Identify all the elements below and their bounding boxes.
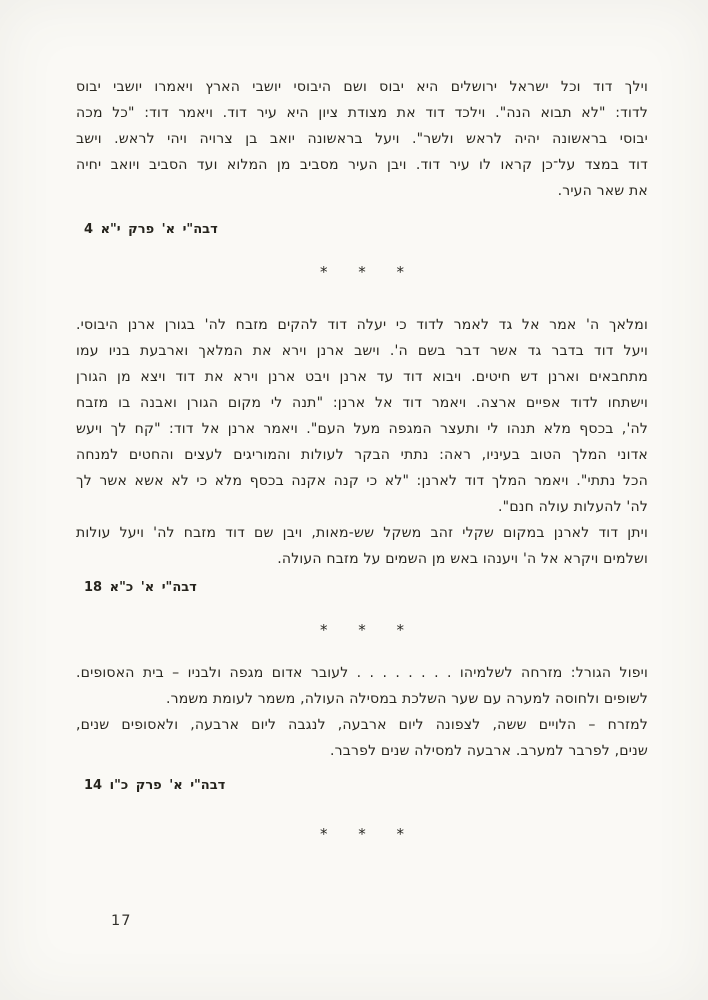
text-line: יבוסי בראשונה יהיה לראש ולשר". ויעל בראשונה יואב בן צרויה ויהי לראש. וישב — [76, 131, 648, 147]
text-line: למזרח – הלויים ששה, לצפונה ליום ארבעה, לנגבה ליום ארבעה, ולאסופים שנים, — [76, 717, 648, 733]
stars-divider: * * * — [319, 263, 405, 281]
text-line: לשופים ולחוסה למערה עם שער השלכת במסילה העולה, משמר לעומת משמר. — [165, 691, 648, 707]
page-number: 17 — [111, 913, 132, 929]
text-line: את שאר העיר. — [557, 183, 648, 199]
text-line: לדוד: "לא תבוא הנה". וילכד דוד את מצודת ציון היא עיר דוד. ויאמר דוד: "כל מכה — [76, 105, 648, 121]
text-line: וילך דוד וכל ישראל ירושלים היא יבוס ושם היבוסי יושבי הארץ ויאמרו יושבי יבוס — [76, 79, 648, 95]
text-line: ויתן דוד לארנן במקום שקלי זהב משקל שש-מאות, ויבן שם דוד מזבח לה' ויעל עולות — [76, 525, 648, 541]
page-content — [76, 74, 648, 844]
text-line: אדוני המלך הטוב בעיניו, ראה: נתתי הבקר לעולות והמוריגים לעצים והחטים למנחה — [76, 447, 648, 463]
scripture-reference: דבה"י א' פרק כ"ו 14 — [84, 778, 226, 793]
text-line: ויפול הגורל: מזרחה לשלמיהו . . . . . . . . לעובר אדום מגפה ולבניו – בית האסופים. — [76, 665, 648, 681]
passage-3 — [76, 660, 648, 764]
stars-divider: * * * — [319, 825, 405, 843]
text-line: הכל נתתי". ויאמר המלך דוד לארנן: "לא כי קנה אקנה בכסף מלא כי לא אשא אשר לך — [76, 473, 648, 489]
text-line: וישתחו לדוד אפיים ארצה. ויאמר דוד אל ארנן: "תנה לי מקום הגורן ואבנה בו מזבח — [76, 395, 648, 411]
text-line: ושלמים ויקרא אל ה' ויענהו באש מן השמים על מזבח העולה. — [277, 551, 648, 567]
text-line: ויעל דוד בדבר גד אשר דבר בשם ה'. וישב ארנן וירא את המלאך וארבעת בניו עמו — [76, 343, 648, 359]
scripture-reference: דבה"י א' כ"א 18 — [84, 580, 197, 595]
text-line: לה' להעלות עולה חנם". — [498, 499, 648, 515]
text-line: ומלאך ה' אמר אל גד לאמר לדוד כי יעלה דוד להקים מזבח לה' בגורן ארנן היבוסי. — [76, 317, 648, 333]
passage-2 — [76, 312, 648, 572]
text-line: שנים, לפרבר למערב. ארבעה למסילה שנים לפרבר. — [329, 743, 648, 759]
passage-1 — [76, 74, 648, 204]
text-line: דוד במצד על־כן קראו לו עיר דוד. ויבן העיר מסביב מן המלוא ועד הסביב ויואב יחיה — [76, 157, 648, 173]
text-line: מתחבאים וארנן דש חיטים. ויבוא דוד עד ארנן ויבט ארנן וירא את דוד ויצא מן הגורן — [76, 369, 648, 385]
scripture-reference: דבה"י א' פרק י"א 4 — [84, 222, 218, 237]
stars-divider: * * * — [319, 621, 405, 639]
text-line: לה', בכסף מלא תנהו לי ותעצר המגפה מעל העם". ויאמר ארנן אל דוד: "קח לך ויעש — [76, 421, 648, 437]
